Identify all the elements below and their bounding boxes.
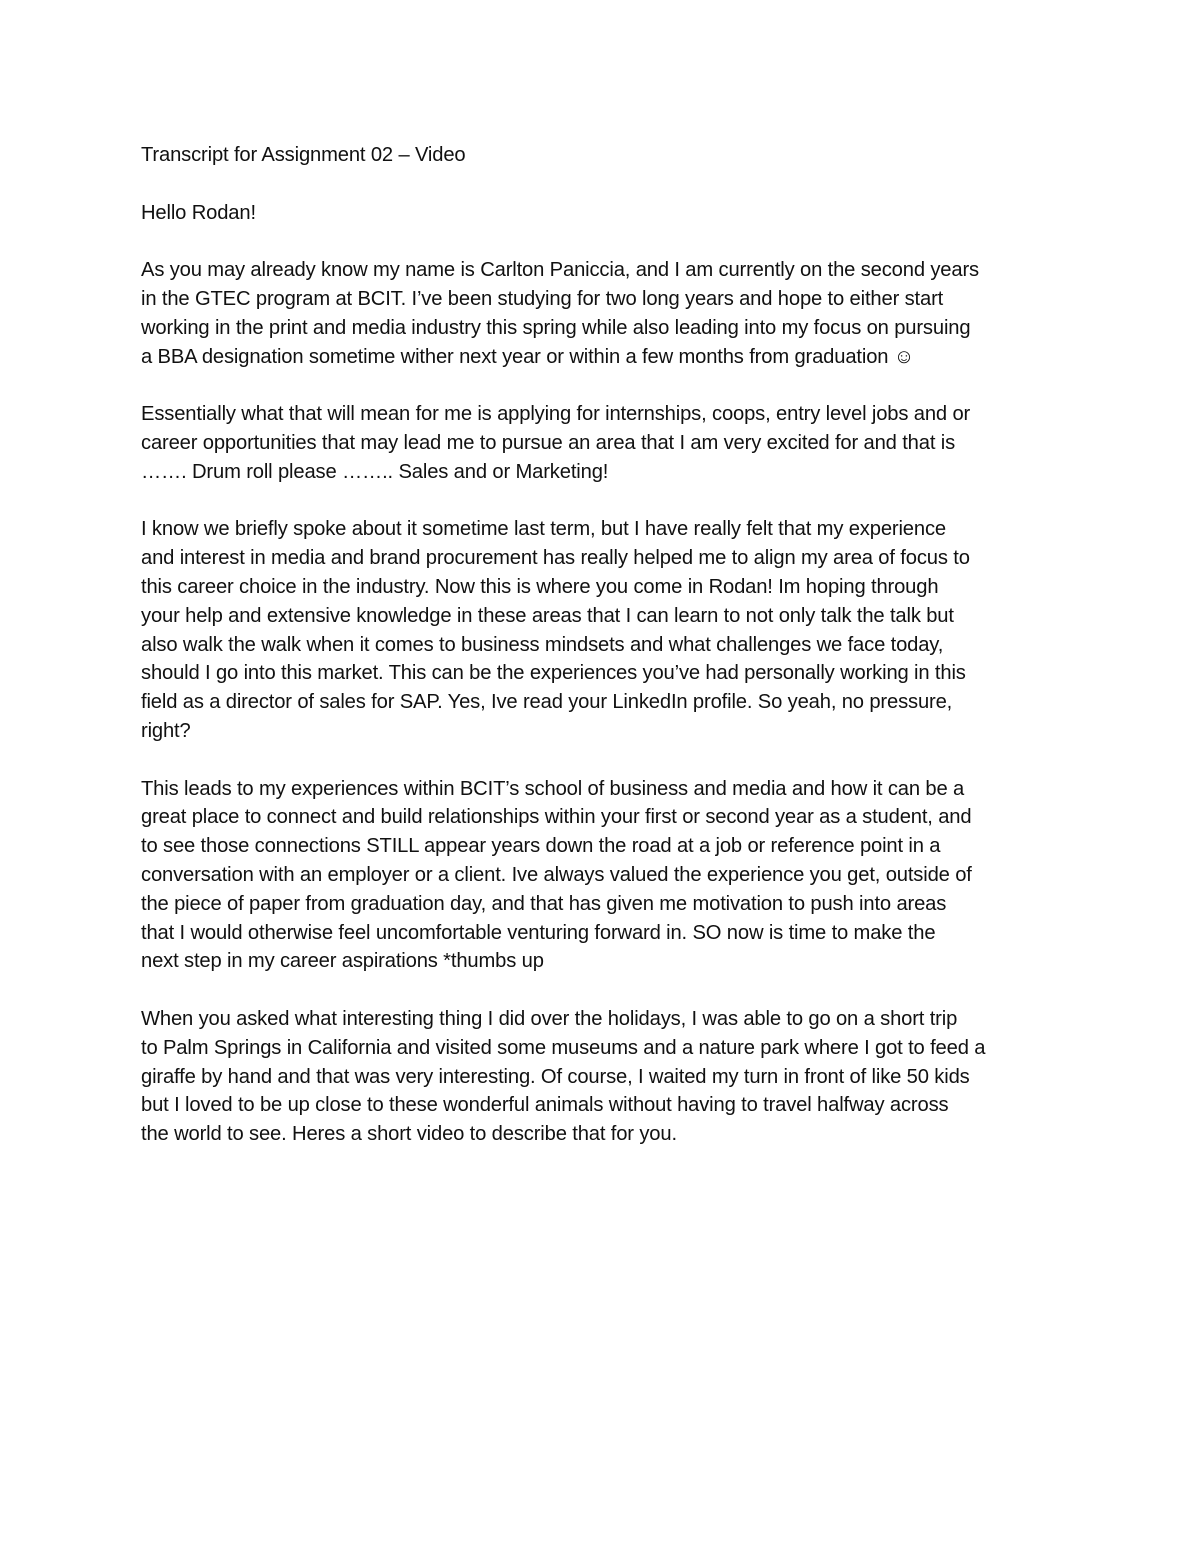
text-line: Essentially what that will mean for me is applying for internships, coops, entry level jobs and or	[141, 403, 971, 426]
paragraph-goals	[141, 400, 1066, 486]
text-line: field as a director of sales for SAP. Yes, Ive read your LinkedIn profile. So yeah, no pressure,	[141, 691, 953, 714]
text-line: great place to connect and build relationships within your first or second year as a student, and	[141, 806, 972, 829]
text-line: I know we briefly spoke about it sometime last term, but I have really felt that my experience	[141, 518, 946, 541]
text-line: When you asked what interesting thing I did over the holidays, I was able to go on a short trip	[141, 1007, 958, 1030]
text-line: As you may already know my name is Carlton Paniccia, and I am currently on the second years	[141, 259, 979, 282]
text-line: this career choice in the industry. Now this is where you come in Rodan! Im hoping through	[141, 575, 939, 598]
text-line: to Palm Springs in California and visited some museums and a nature park where I got to feed a	[141, 1036, 986, 1059]
paragraph-bcit	[141, 775, 1066, 977]
text-line: giraffe by hand and that was very interesting. Of course, I waited my turn in front of like 50 kids	[141, 1065, 970, 1088]
text-line: also walk the walk when it comes to business mindsets and what challenges we face today,	[141, 633, 944, 656]
text-line: the piece of paper from graduation day, and that has given me motivation to push into areas	[141, 892, 947, 915]
greeting: Hello Rodan!	[141, 201, 256, 224]
text-line: should I go into this market. This can be the experiences you’ve had personally working in this	[141, 662, 966, 685]
text-line: ……. Drum roll please …….. Sales and or Marketing!	[141, 460, 609, 483]
text-line: next step in my career aspirations *thumbs up	[141, 950, 544, 973]
text-line: in the GTEC program at BCIT. I’ve been studying for two long years and hope to either start	[141, 287, 944, 310]
text-line: and interest in media and brand procurement has really helped me to align my area of focus to	[141, 547, 970, 570]
text-line: right?	[141, 719, 191, 742]
text-line: to see those connections STILL appear years down the road at a job or reference point in a	[141, 835, 941, 858]
text-line: conversation with an employer or a client. Ive always valued the experience you get, outside of	[141, 863, 972, 886]
text-line: working in the print and media industry this spring while also leading into my focus on pursuing	[141, 316, 971, 339]
document-title: Transcript for Assignment 02 – Video	[141, 144, 466, 166]
text-line: career opportunities that may lead me to pursue an area that I am very excited for and that is	[141, 431, 956, 454]
text-line: but I loved to be up close to these wonderful animals without having to travel halfway across	[141, 1094, 949, 1117]
text-line: your help and extensive knowledge in these areas that I can learn to not only talk the talk but	[141, 604, 954, 627]
text-line: that I would otherwise feel uncomfortable venturing forward in. SO now is time to make the	[141, 921, 936, 944]
paragraph-intro	[141, 256, 1066, 371]
document-body	[141, 141, 1066, 1178]
text-line: a BBA designation sometime wither next year or within a few months from graduation ☺	[141, 345, 915, 368]
paragraph-holidays	[141, 1005, 1066, 1149]
text-line: This leads to my experiences within BCIT’s school of business and media and how it can be a	[141, 777, 965, 800]
paragraph-experience	[141, 515, 1066, 745]
text-line: the world to see. Heres a short video to describe that for you.	[141, 1123, 677, 1146]
